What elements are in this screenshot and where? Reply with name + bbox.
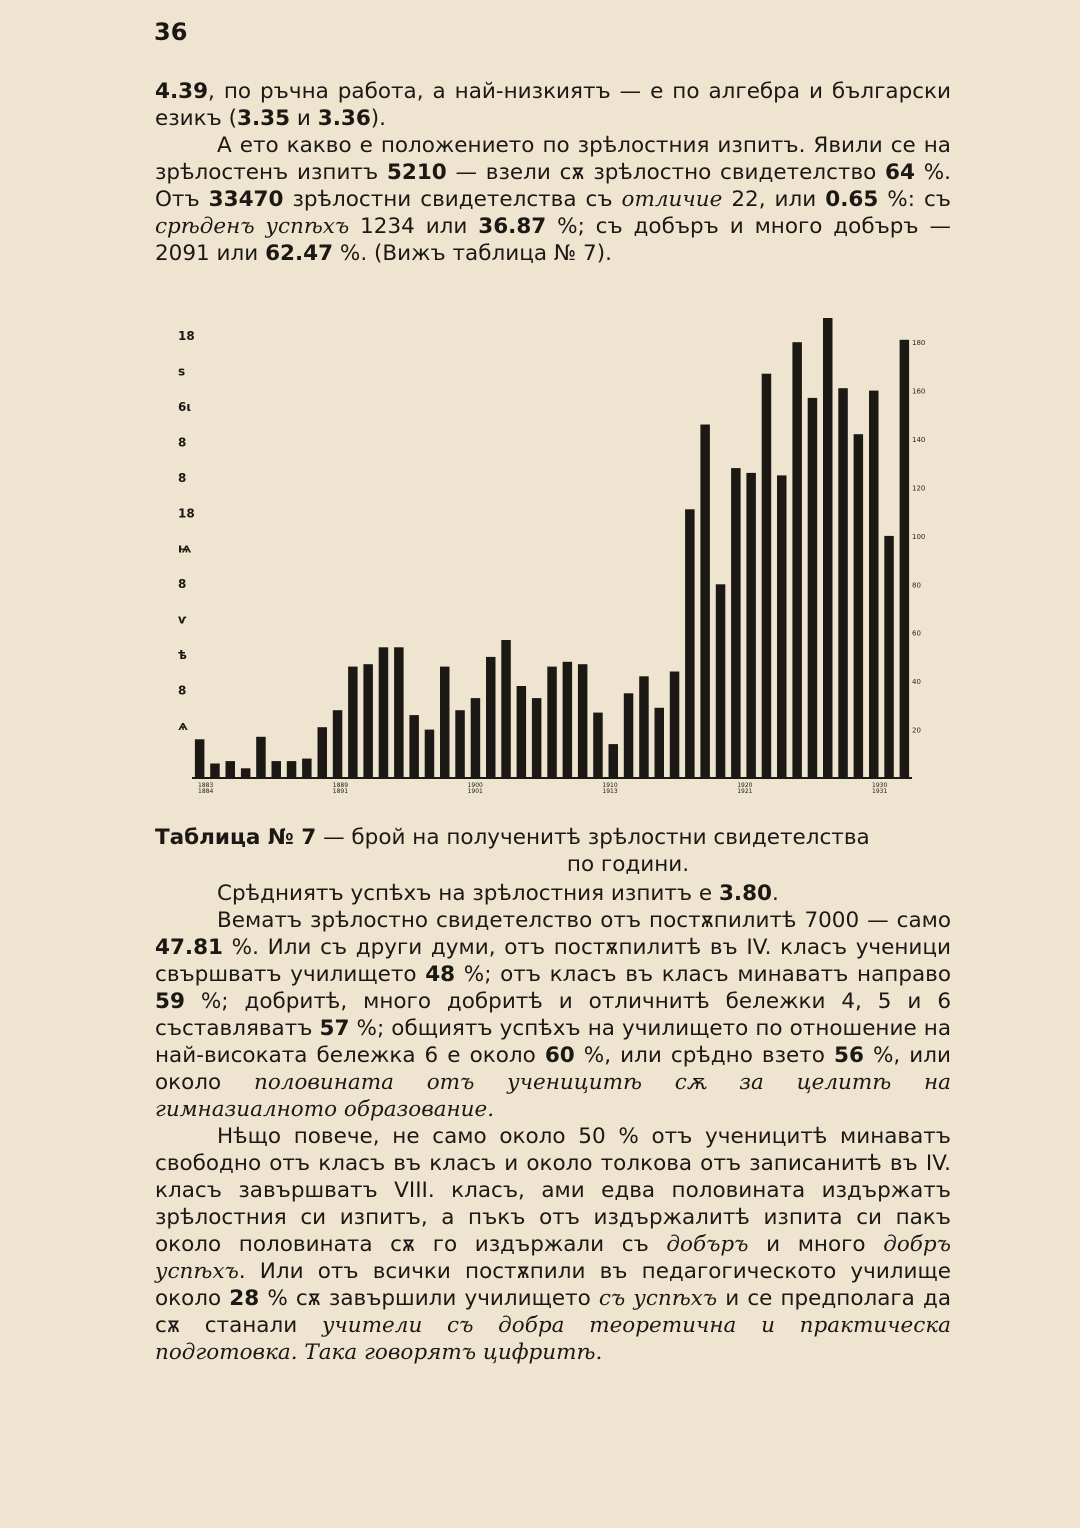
x-axis-tick-label: 1930 [872,782,888,789]
left-axis-mark: 6ι [178,399,192,414]
paragraph-4: Вематъ зрѣлостно свидетелство отъ постѫпилитѣ 7000 — само 47.81 %. Или съ други думи, отъ постѫпилитѣ въ IV. класъ ученици свършватъ училището 48 %; отъ класъ въ класъ минаватъ направо 59 %; добритѣ, много добритѣ и отличнитѣ бележки 4, 5 и 6 съставляватъ 57 %; общиятъ успѣхъ на училището по отношение на най-високата бележка 6 е около 60 %, или срѣдно взето 56 %, или около половината отъ ученицитѣ сѫ за целитѣ на гимназиалното образование. [155,908,951,1122]
left-axis-mark: 8 [178,577,187,592]
y-axis-tick-label: 60 [912,629,921,638]
x-axis-tick-label: 1913 [602,788,618,795]
x-axis-tick-label: 1931 [872,788,888,795]
chart-bar [394,647,404,778]
chart-bar [700,425,710,779]
left-axis-mark: 8 [178,435,187,450]
chart-bar [808,398,818,778]
chart-bar [609,744,619,778]
chart-bar [256,737,266,778]
chart-bar [272,761,282,778]
page-number: 36 [154,18,188,46]
left-axis-mark: ѵ [178,612,187,627]
chart-bar [440,667,450,778]
chart-bar [838,388,848,778]
left-axis-mark: 18 [178,329,195,343]
chart-bar [639,676,649,778]
chart-bar [210,764,220,779]
y-axis-tick-label: 20 [912,726,921,735]
chart-bar [854,434,864,778]
chart-bar [792,342,802,778]
chart-bar [762,374,772,778]
paragraph-2: А ето какво е положението по зрѣлостния изпитъ. Явили се на зрѣлостенъ изпитъ 5210 — взели сѫ зрѣлостно свидетелство 64 %. Отъ 33470 зрѣлостни свидетелства съ отличие 22, или 0.65 %: съ срѣденъ успѣхъ 1234 или 36.87 %; съ добъръ и много добъръ — 2091 или 62.47 %. (Вижъ таблица № 7). [155,133,951,266]
chart-bar [302,759,312,778]
chart-bar [517,686,527,778]
x-axis-tick-label: 1891 [332,788,349,795]
chart-bar [195,739,205,778]
chart-bar [348,667,358,778]
x-axis-tick-label: 1884 [198,788,214,795]
x-axis-tick-label: 1889 [332,782,349,789]
chart-bar [746,473,756,778]
chart-bar [547,667,557,778]
chart-bar [655,708,665,778]
caption-text: — брой на полученитѣ зрѣлостни свидетелства [316,825,870,850]
chart-bar [486,657,496,778]
chart-bar [333,710,343,778]
chart-bar [900,340,910,778]
chart-bar [777,475,787,778]
chart-bar [379,647,389,778]
y-axis-tick-label: 180 [912,339,926,348]
chart-bar [685,509,695,778]
y-axis-tick-label: 100 [912,532,926,541]
x-axis-tick-label: 1883 [198,782,214,789]
chart-bar [363,664,373,778]
y-axis-tick-label: 160 [912,387,926,396]
paragraph-5: Нѣщо повече, не само около 50 % отъ ученицитѣ минаватъ свободно отъ класъ въ класъ и около толкова отъ записанитѣ въ IV. класъ завършватъ VIII. класъ, ами едва половината издържатъ зрѣлостния си изпитъ, а пъкъ отъ издържалитѣ изпита си пакъ около половината сѫ го издържали съ добъръ и много добръ успѣхъ. Или отъ всички постѫпили въ педагогическото училище около 28 % сѫ завършили училището съ успѣхъ и се предполага да сѫ станали учители съ добра теоретична и практическа подготовка. Така говорятъ цифритѣ. [155,1124,951,1365]
x-axis-tick-label: 1910 [602,782,618,789]
chart-bar [884,536,894,778]
x-axis-tick-label: 1900 [467,782,483,789]
intro-text [155,78,951,267]
x-axis-tick-label: 1901 [467,788,483,795]
body-text [155,880,951,1366]
left-axis-mark: ѣ [178,648,187,663]
y-axis-tick-label: 80 [912,581,921,590]
paragraph-3: Срѣдниятъ успѣхъ на зрѣлостния изпитъ е 3.80. [217,881,779,906]
chart-bar [563,662,573,778]
y-axis-tick-label: 140 [912,436,926,445]
y-axis-tick-label: 40 [912,678,921,687]
x-axis-tick-label: 1921 [737,788,753,795]
chart-bar [593,713,603,778]
chart-bar [501,640,511,778]
chart-bar [409,715,419,778]
chart-bar [624,693,634,778]
chart-bar [287,761,297,778]
chart-bar [532,698,542,778]
left-axis-mark: 8 [178,470,187,485]
x-axis-tick-label: 1920 [737,782,753,789]
chart-bar [578,664,588,778]
y-axis-tick-label: 120 [912,484,926,493]
table-caption [155,824,951,878]
left-axis-mark: ѩ [178,541,192,556]
chart-bar [869,391,879,778]
caption-text-line2: по години. [566,852,690,877]
chart-bar [471,698,481,778]
chart-bar [241,768,251,778]
chart-bar [226,761,236,778]
left-axis-mark: 18 [178,506,195,521]
bar-chart [0,300,1080,820]
chart-bar [731,468,741,778]
left-axis-mark: 8 [178,683,187,698]
chart-bar [318,727,328,778]
chart-bar [716,584,726,778]
caption-label: Таблица № 7 [155,825,317,850]
left-axis-mark: ѧ [178,719,188,733]
chart-bar [425,730,435,778]
chart-bar [455,710,465,778]
left-axis-mark: ѕ [178,364,186,379]
chart-bar [823,318,833,778]
chart-bar [670,672,680,779]
paragraph-1: 4.39, по ръчна работа, а най-низкиятъ — е по алгебра и български езикъ (3.35 и 3.36). [155,79,951,131]
